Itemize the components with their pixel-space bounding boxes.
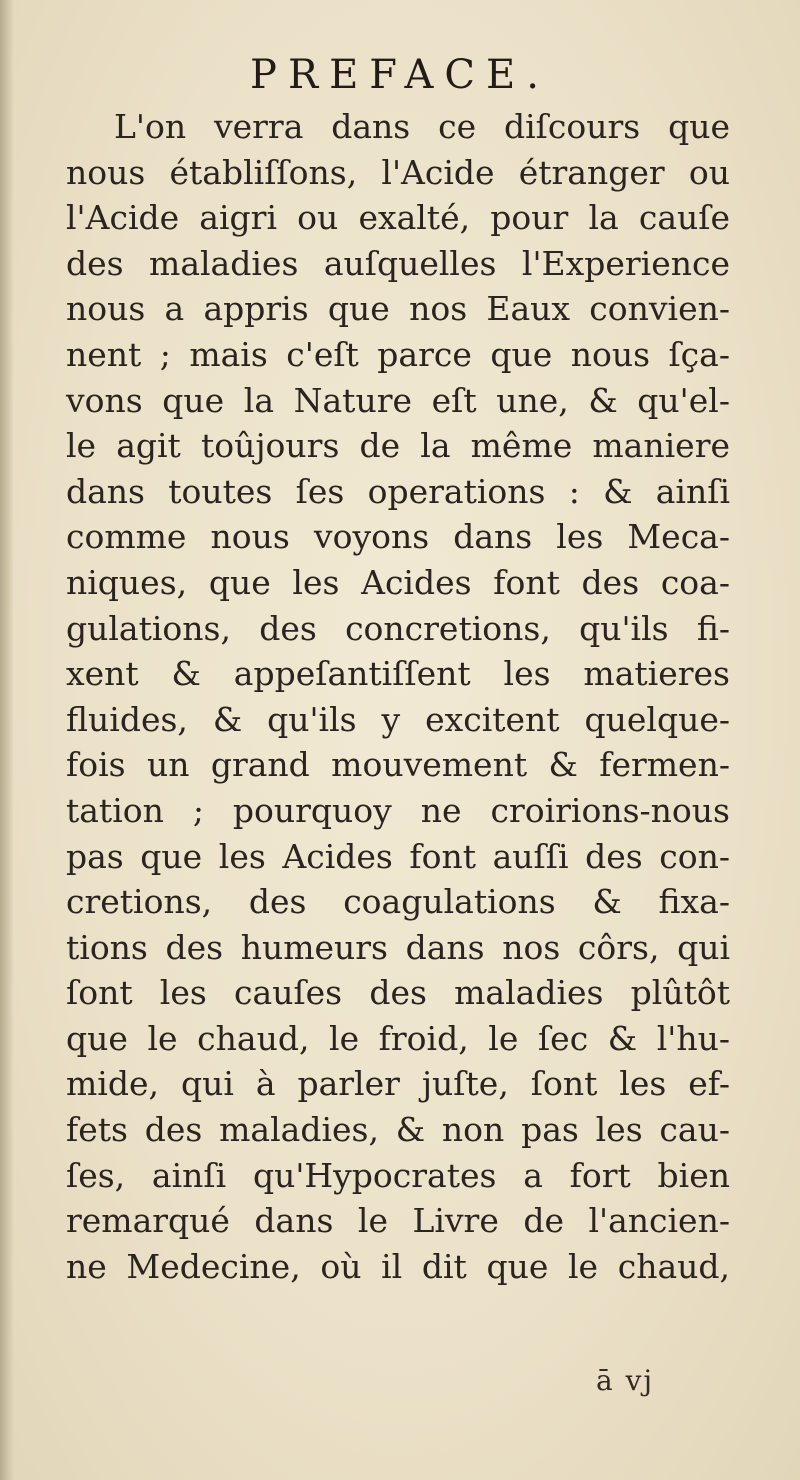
body-text xyxy=(66,104,730,1289)
text-line: tions des humeurs dans nos côrs, qui xyxy=(66,927,730,967)
text-line: ſont les cauſes des maladies plûtôt xyxy=(66,973,730,1013)
text-line: le agit toûjours de la même maniere xyxy=(66,426,730,466)
page-binding-edge xyxy=(0,0,14,1480)
text-line: pas que les Acides font auſſi des con- xyxy=(66,836,730,876)
signature-mark: ā vj xyxy=(596,1364,655,1397)
text-line: vons que la Nature eſt une, & qu'el- xyxy=(66,380,730,420)
text-line: cretions, des coagulations & fixa- xyxy=(66,882,730,922)
text-line: nous établiſſons, l'Acide étranger ou xyxy=(66,152,730,192)
text-line: fets des maladies, & non pas les cau- xyxy=(66,1110,730,1150)
text-line: ſes, ainſi qu'Hypocrates a fort bien xyxy=(66,1155,730,1195)
text-line: fois un grand mouvement & fermen- xyxy=(66,745,730,785)
text-line: fluides, & qu'ils y excitent quelque- xyxy=(66,699,730,739)
text-line: gulations, des concretions, qu'ils fi- xyxy=(66,608,730,648)
text-line: remarqué dans le Livre de l'ancien- xyxy=(66,1201,730,1241)
text-line: des maladies auſquelles l'Experience xyxy=(66,243,730,283)
text-line: xent & appeſantiſſent les matieres xyxy=(66,654,730,694)
text-line: que le chaud, le froid, le ſec & l'hu- xyxy=(66,1018,730,1058)
text-line: l'Acide aigri ou exalté, pour la cauſe xyxy=(66,198,730,238)
text-line: ne Medecine, où il dit que le chaud, xyxy=(66,1246,730,1286)
text-line: L'on verra dans ce diſcours que xyxy=(114,107,730,146)
text-line: tation ; pourquoy ne croirions-nous xyxy=(66,790,730,830)
text-line: nous a appris que nos Eaux convien- xyxy=(66,289,730,329)
text-line: dans toutes ſes operations : & ainſi xyxy=(66,471,730,511)
text-line: nent ; mais c'eſt parce que nous ſça- xyxy=(66,334,730,374)
text-line: niques, que les Acides font des coa- xyxy=(66,562,730,602)
text-line: comme nous voyons dans les Meca- xyxy=(66,517,730,557)
text-line: mide, qui à parler juſte, ſont les ef- xyxy=(66,1064,730,1104)
running-header: PREFACE. xyxy=(250,52,550,98)
